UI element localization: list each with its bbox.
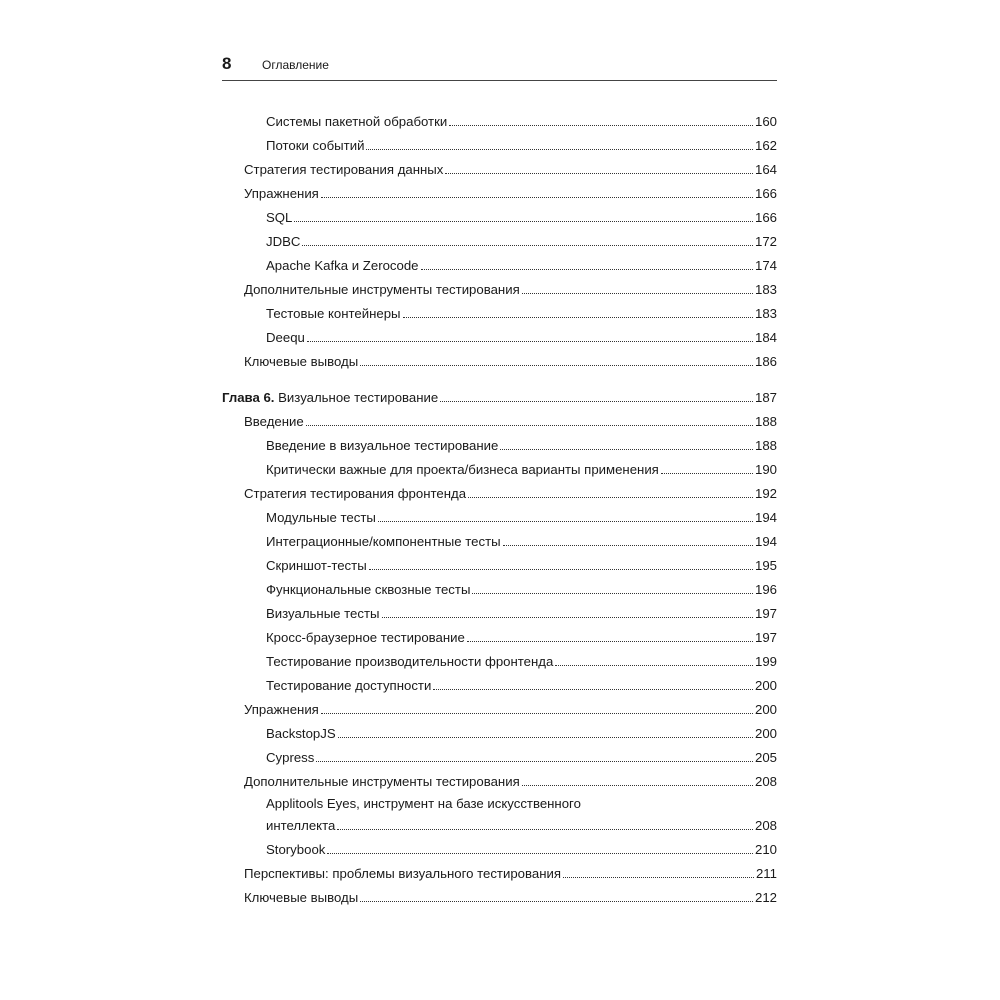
dot-leader [360, 901, 753, 902]
toc-entry-page: 208 [754, 818, 777, 833]
toc-entry[interactable] [222, 766, 777, 790]
toc-entry-label: Потоки событий [266, 138, 365, 153]
toc-entry-label: Введение [244, 414, 304, 429]
toc-section-before-chapter [222, 106, 777, 370]
dot-leader [522, 785, 753, 786]
toc-entry-label: Функциональные сквозные тесты [266, 582, 471, 597]
dot-leader [449, 125, 753, 126]
toc-entry[interactable] [222, 250, 777, 274]
toc-entry-page: 187 [754, 390, 777, 405]
toc-entry[interactable] [222, 430, 777, 454]
toc-entry-page: 196 [754, 582, 777, 597]
toc-entry-page: 197 [754, 630, 777, 645]
toc-entry-label: Apache Kafka и Zerocode [266, 258, 419, 273]
toc-entry-page: 205 [754, 750, 777, 765]
toc-entry[interactable] [222, 882, 777, 906]
dot-leader [316, 761, 753, 762]
toc-entry-page: 200 [754, 678, 777, 693]
toc-entry-page: 212 [754, 890, 777, 905]
toc-entry[interactable] [222, 226, 777, 250]
dot-leader [302, 245, 753, 246]
dot-leader [403, 317, 753, 318]
toc-entry-label: Визуальные тесты [266, 606, 380, 621]
toc-entry-label: Введение в визуальное тестирование [266, 438, 499, 453]
dot-leader [369, 569, 753, 570]
dot-leader [440, 401, 753, 402]
toc-entry-label: SQL [266, 210, 293, 225]
dot-leader [500, 449, 753, 450]
toc-entry-label [222, 390, 438, 406]
dot-leader [661, 473, 753, 474]
table-of-contents [222, 106, 777, 906]
toc-entry-page: 183 [754, 306, 777, 321]
toc-entry-page: 188 [754, 414, 777, 429]
toc-entry-label: Cypress [266, 750, 315, 765]
page-number: 8 [222, 54, 232, 73]
toc-entry[interactable] [222, 502, 777, 526]
toc-entry-page: 192 [754, 486, 777, 501]
dot-leader [360, 365, 753, 366]
toc-entry-label: Интеграционные/компонентные тесты [266, 534, 501, 549]
toc-entry-label: Дополнительные инструменты тестирования [244, 774, 520, 789]
toc-entry-page: 160 [754, 114, 777, 129]
toc-entry[interactable] [222, 406, 777, 430]
dot-leader [338, 737, 753, 738]
toc-entry-page: 166 [754, 210, 777, 225]
toc-entry-page: 197 [754, 606, 777, 621]
toc-entry-label: Тестирование производительности фронтенда [266, 654, 554, 669]
toc-entry[interactable] [222, 274, 777, 298]
toc-entry-label-line2: интеллекта [266, 818, 336, 833]
dot-leader [307, 341, 753, 342]
dot-leader [378, 521, 753, 522]
toc-entry-label-line1: Applitools Eyes, инструмент на базе искусственного [266, 796, 581, 811]
toc-entry[interactable] [222, 574, 777, 598]
toc-entry[interactable] [222, 298, 777, 322]
toc-entry-label: Скриншот-тесты [266, 558, 367, 573]
toc-entry-page: 200 [754, 726, 777, 741]
toc-entry[interactable] [222, 550, 777, 574]
toc-section-after-chapter [222, 406, 777, 790]
toc-entry-label: Перспективы: проблемы визуального тестирования [244, 866, 561, 881]
toc-entry-label: Тестовые контейнеры [266, 306, 401, 321]
toc-entry[interactable] [222, 178, 777, 202]
toc-entry-label: Системы пакетной обработки [266, 114, 448, 129]
toc-entry-label: Тестирование доступности [266, 678, 432, 693]
toc-entry[interactable] [222, 834, 777, 858]
toc-entry[interactable] [222, 154, 777, 178]
toc-entry[interactable] [222, 454, 777, 478]
toc-entry[interactable] [222, 718, 777, 742]
toc-entry-page: 183 [754, 282, 777, 297]
page-header [222, 52, 777, 81]
chapter-title: Визуальное тестирование [278, 390, 439, 405]
dot-leader [306, 425, 753, 426]
toc-entry-page: 188 [754, 438, 777, 453]
toc-entry-page: 190 [754, 462, 777, 477]
toc-entry[interactable] [222, 598, 777, 622]
toc-entry-page: 199 [754, 654, 777, 669]
toc-chapter-entry[interactable] [222, 382, 777, 406]
toc-entry-page: 194 [754, 510, 777, 525]
toc-entry-page: 186 [754, 354, 777, 369]
toc-entry-label: Критически важные для проекта/бизнеса варианты применения [266, 462, 659, 477]
dot-leader [433, 689, 753, 690]
dot-leader [555, 665, 753, 666]
dot-leader [503, 545, 753, 546]
toc-entry-label: BackstopJS [266, 726, 336, 741]
toc-entry-page: 174 [754, 258, 777, 273]
toc-entry[interactable] [222, 130, 777, 154]
toc-entry-page: 184 [754, 330, 777, 345]
toc-entry[interactable] [222, 694, 777, 718]
toc-entry-page: 162 [754, 138, 777, 153]
dot-leader [472, 593, 753, 594]
dot-leader [421, 269, 753, 270]
toc-entry-page: 164 [754, 162, 777, 177]
toc-entry-two-line[interactable] [222, 790, 777, 834]
dot-leader [327, 853, 753, 854]
toc-entry-page: 195 [754, 558, 777, 573]
toc-entry-page: 200 [754, 702, 777, 717]
dot-leader [382, 617, 753, 618]
toc-entry[interactable] [222, 322, 777, 346]
toc-entry-label: Deequ [266, 330, 305, 345]
toc-entry-label: Дополнительные инструменты тестирования [244, 282, 520, 297]
toc-entry-page: 211 [755, 866, 777, 881]
toc-entry-label: Ключевые выводы [244, 354, 359, 369]
toc-entry-label: Упражнения [244, 702, 319, 717]
dot-leader [337, 829, 753, 830]
dot-leader [467, 641, 753, 642]
toc-entry-label: Кросс-браузерное тестирование [266, 630, 465, 645]
chapter-spacer [222, 370, 777, 382]
toc-entry-label: Ключевые выводы [244, 890, 359, 905]
toc-entry[interactable] [222, 478, 777, 502]
toc-entry-label: Стратегия тестирования фронтенда [244, 486, 467, 501]
toc-entry[interactable] [222, 526, 777, 550]
toc-section-final [222, 834, 777, 906]
dot-leader [366, 149, 753, 150]
dot-leader [294, 221, 753, 222]
toc-entry[interactable] [222, 670, 777, 694]
toc-entry[interactable] [222, 646, 777, 670]
dot-leader [321, 197, 753, 198]
dot-leader [522, 293, 753, 294]
toc-entry-label: JDBC [266, 234, 301, 249]
toc-entry-page: 210 [754, 842, 777, 857]
dot-leader [563, 877, 754, 878]
running-header-title: Оглавление [262, 58, 329, 72]
toc-entry-label: Модульные тесты [266, 510, 376, 525]
dot-leader [321, 713, 753, 714]
toc-entry-page: 166 [754, 186, 777, 201]
dot-leader [445, 173, 753, 174]
toc-entry-page: 208 [754, 774, 777, 789]
dot-leader [468, 497, 753, 498]
chapter-prefix: Глава 6. [222, 390, 275, 405]
toc-entry[interactable] [222, 622, 777, 646]
toc-entry[interactable] [222, 346, 777, 370]
toc-entry-label: Storybook [266, 842, 326, 857]
toc-entry[interactable] [222, 202, 777, 226]
toc-entry-label: Упражнения [244, 186, 319, 201]
toc-entry-page: 194 [754, 534, 777, 549]
toc-entry[interactable] [222, 742, 777, 766]
toc-entry[interactable] [222, 858, 777, 882]
toc-entry[interactable] [222, 106, 777, 130]
toc-entry-label: Стратегия тестирования данных [244, 162, 444, 177]
toc-entry-page: 172 [754, 234, 777, 249]
